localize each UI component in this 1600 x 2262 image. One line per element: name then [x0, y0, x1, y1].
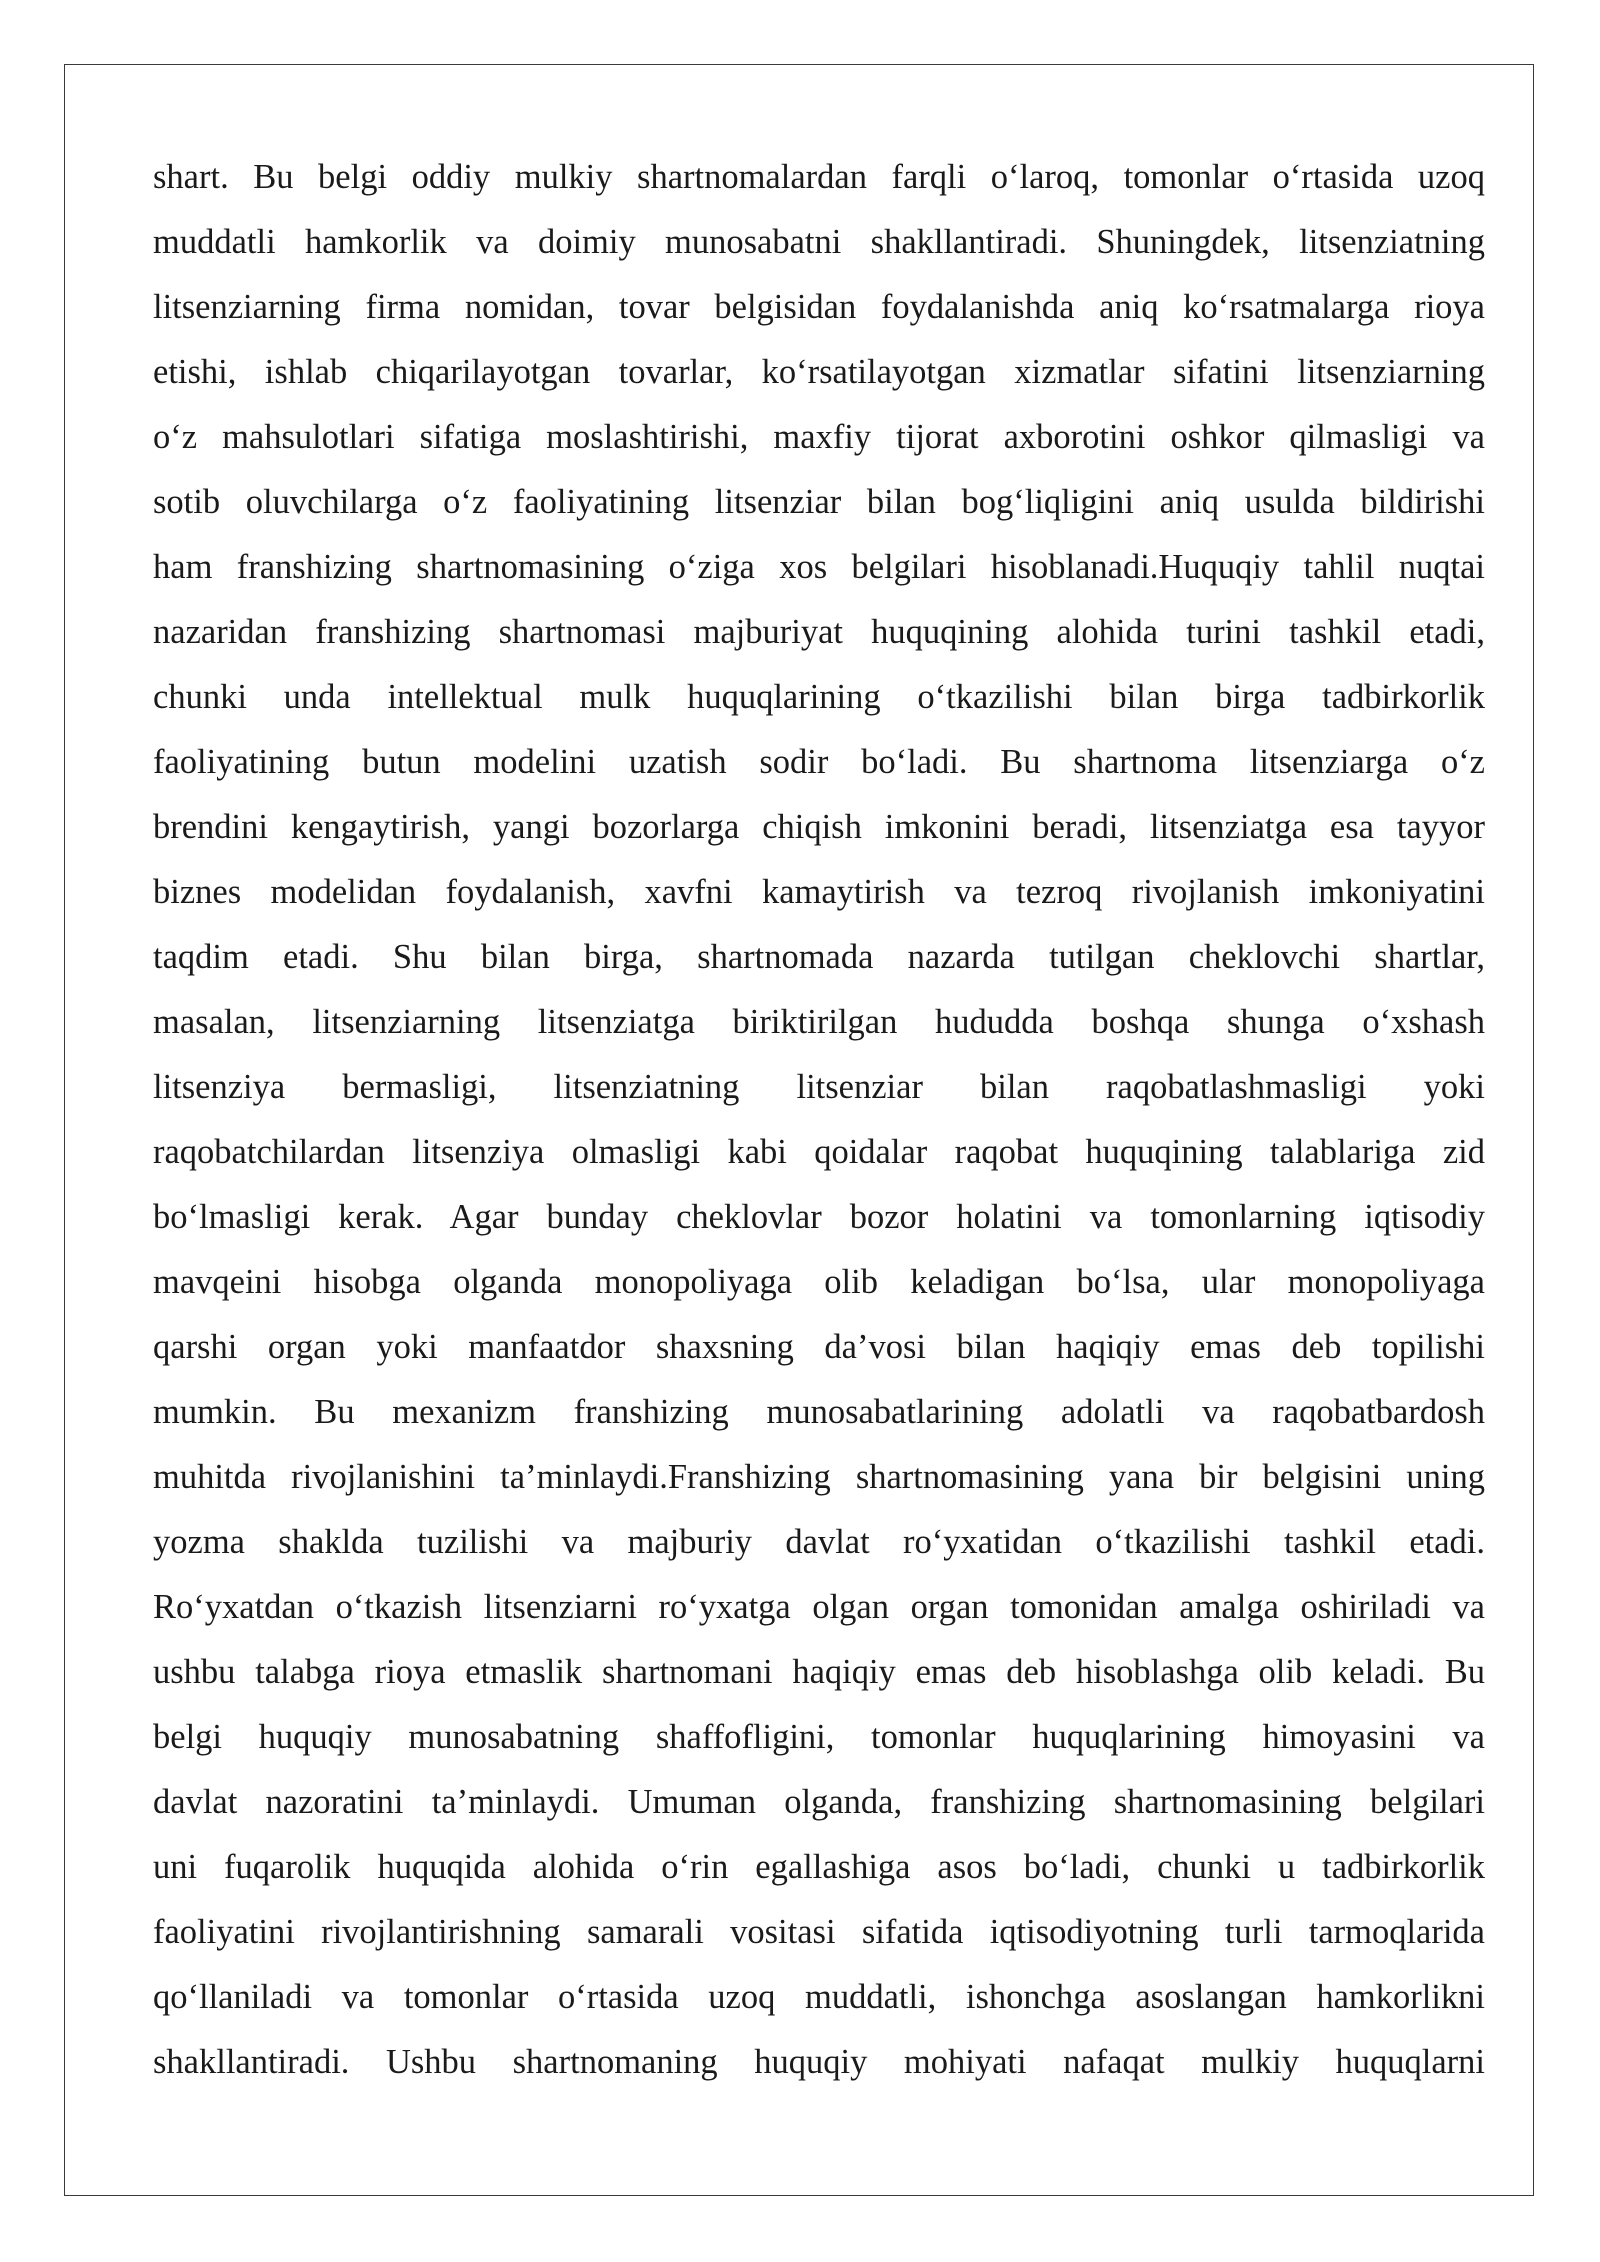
text-line: litsenziya bermasligi, litsenziatning litsenziar bilan raqobatlashmasligi yoki: [153, 1068, 1485, 1106]
text-line: uni fuqarolik huquqida alohida o‘rin egallashiga asos bo‘ladi, chunki u tadbirkorlik: [153, 1848, 1485, 1886]
text-line: chunki unda intellektual mulk huquqlarining o‘tkazilishi bilan birga tadbirkorlik: [153, 678, 1485, 716]
text-line: muhitda rivojlanishini ta’minlaydi.Franshizing shartnomasining yana bir belgisini uning: [153, 1458, 1485, 1496]
text-line: mumkin. Bu mexanizm franshizing munosabatlarining adolatli va raqobatbardosh: [153, 1393, 1485, 1431]
text-line: davlat nazoratini ta’minlaydi. Umuman olganda, franshizing shartnomasining belgilari: [153, 1783, 1485, 1821]
text-line: shakllantiradi. Ushbu shartnomaning huquqiy mohiyati nafaqat mulkiy huquqlarni: [153, 2043, 1485, 2081]
text-line: o‘z mahsulotlari sifatiga moslashtirishi, maxfiy tijorat axborotini oshkor qilmasligi va: [153, 418, 1485, 456]
text-line: ushbu talabga rioya etmaslik shartnomani haqiqiy emas deb hisoblashga olib keladi. Bu: [153, 1653, 1485, 1691]
text-line: muddatli hamkorlik va doimiy munosabatni shakllantiradi. Shuningdek, litsenziatning: [153, 223, 1485, 261]
text-line: faoliyatini rivojlantirishning samarali vositasi sifatida iqtisodiyotning turli tarmoqlarida: [153, 1913, 1485, 1951]
text-line: masalan, litsenziarning litsenziatga biriktirilgan hududda boshqa shunga o‘xshash: [153, 1003, 1485, 1041]
text-line: ham franshizing shartnomasining o‘ziga xos belgilari hisoblanadi.Huquqiy tahlil nuqtai: [153, 548, 1485, 586]
body-text: [153, 145, 1485, 2095]
text-line: taqdim etadi. Shu bilan birga, shartnomada nazarda tutilgan cheklovchi shartlar,: [153, 938, 1485, 976]
text-line: yozma shaklda tuzilishi va majburiy davlat ro‘yxatidan o‘tkazilishi tashkil etadi.: [153, 1523, 1485, 1561]
text-line: qo‘llaniladi va tomonlar o‘rtasida uzoq muddatli, ishonchga asoslangan hamkorlikni: [153, 1978, 1485, 2016]
text-line: biznes modelidan foydalanish, xavfni kamaytirish va tezroq rivojlanish imkoniyatini: [153, 873, 1485, 911]
text-line: Ro‘yxatdan o‘tkazish litsenziarni ro‘yxatga olgan organ tomonidan amalga oshiriladi va: [153, 1588, 1485, 1626]
text-line: nazaridan franshizing shartnomasi majburiyat huquqining alohida turini tashkil etadi,: [153, 613, 1485, 651]
text-line: brendini kengaytirish, yangi bozorlarga chiqish imkonini beradi, litsenziatga esa tayyor: [153, 808, 1485, 846]
text-line: bo‘lmasligi kerak. Agar bunday cheklovlar bozor holatini va tomonlarning iqtisodiy: [153, 1198, 1485, 1236]
text-line: raqobatchilardan litsenziya olmasligi kabi qoidalar raqobat huquqining talablariga zid: [153, 1133, 1485, 1171]
text-line: sotib oluvchilarga o‘z faoliyatining litsenziar bilan bog‘liqligini aniq usulda bildirishi: [153, 483, 1485, 521]
text-line: qarshi organ yoki manfaatdor shaxsning da’vosi bilan haqiqiy emas deb topilishi: [153, 1328, 1485, 1366]
text-line: mavqeini hisobga olganda monopoliyaga olib keladigan bo‘lsa, ular monopoliyaga: [153, 1263, 1485, 1301]
text-line: etishi, ishlab chiqarilayotgan tovarlar, ko‘rsatilayotgan xizmatlar sifatini litsenziarning: [153, 353, 1485, 391]
text-line: belgi huquqiy munosabatning shaffofligini, tomonlar huquqlarining himoyasini va: [153, 1718, 1485, 1756]
text-line: faoliyatining butun modelini uzatish sodir bo‘ladi. Bu shartnoma litsenziarga o‘z: [153, 743, 1485, 781]
text-line: litsenziarning firma nomidan, tovar belgisidan foydalanishda aniq ko‘rsatmalarga rioya: [153, 288, 1485, 326]
text-line: shart. Bu belgi oddiy mulkiy shartnomalardan farqli o‘laroq, tomonlar o‘rtasida uzoq: [153, 158, 1485, 196]
